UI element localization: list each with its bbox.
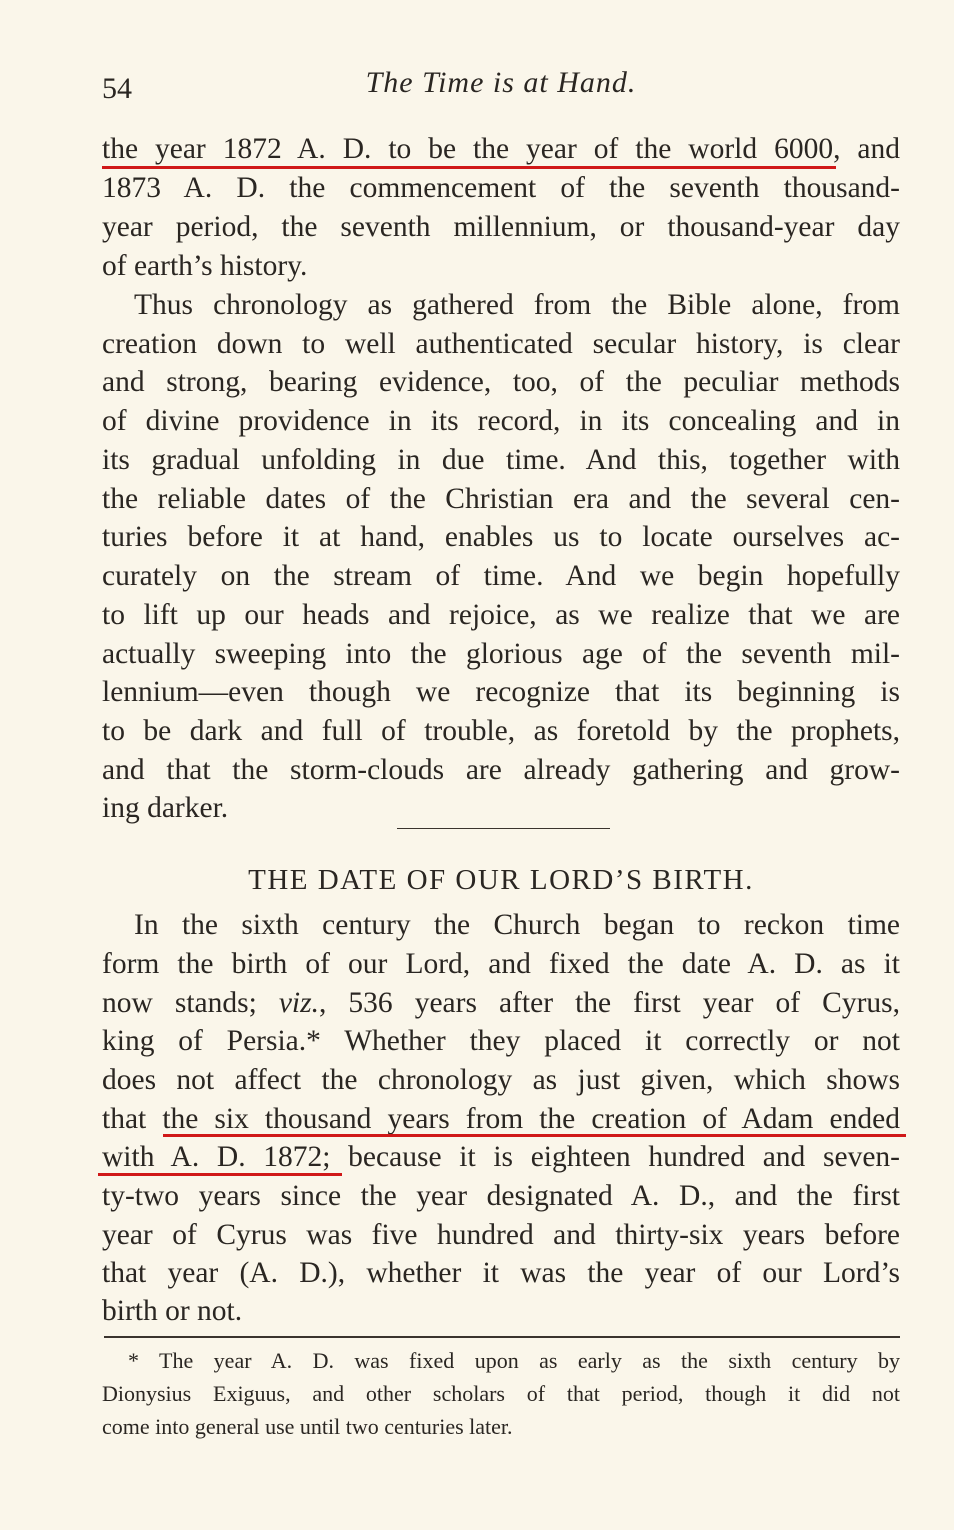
footnote-line-1: * The year A. D. was fixed upon as early as the sixth century by: [128, 1348, 900, 1373]
page-number: 54: [102, 72, 132, 105]
p3-line-5: does not affect the chronology as just given, which shows: [102, 1064, 900, 1096]
p3-line-4: king of Persia.* Whether they placed it correctly or not: [102, 1025, 900, 1057]
p2-line-3: and strong, bearing evidence, too, of the peculiar methods: [102, 366, 900, 398]
p3-line-2: form the birth of our Lord, and fixed the date A. D. as it: [102, 948, 900, 980]
p2-line-5: its gradual unfolding in due time. And this, together with: [102, 444, 900, 476]
p3-line-7-end: because it is eighteen hundred and seven-: [330, 1141, 900, 1173]
p2-line-14: ing darker.: [102, 792, 229, 824]
p3-line-6: [102, 1100, 900, 1139]
p3-line-8: ty-two years since the year designated A. D., and the first: [102, 1180, 900, 1212]
red-underline-2: [163, 1134, 906, 1137]
p3-line-9: year of Cyrus was five hundred and thirty-six years before: [102, 1219, 900, 1251]
p2-line-4: of divine providence in its record, in its concealing and in: [102, 405, 900, 437]
p2-line-2: creation down to well authenticated secular history, is clear: [102, 328, 900, 360]
p3-line-3-end: , 536 years after the first year of Cyrus,: [319, 987, 900, 1019]
p3-line-3: [102, 984, 900, 1023]
p2-line-12: to be dark and full of trouble, as foretold by the prophets,: [102, 715, 900, 747]
p3-line-6-underlined: the six thousand years from the creation of Adam ended: [162, 1103, 900, 1135]
p2-line-1: Thus chronology as gathered from the Bible alone, from: [134, 289, 900, 321]
p3-line-10: that year (A. D.), whether it was the year of our Lord’s: [102, 1257, 900, 1289]
p3-line-3-start: now stands;: [102, 987, 279, 1019]
p1-line-1: the year 1872 A. D. to be the year of the world 6000, and: [102, 133, 900, 165]
red-underline-3: [98, 1173, 342, 1176]
p3-line-7-underlined: with A. D. 1872;: [102, 1141, 331, 1173]
p2-line-7: turies before it at hand, enables us to locate ourselves ac-: [102, 521, 900, 553]
p1-line-3: year period, the seventh millennium, or thousand-year day: [102, 211, 900, 243]
section-divider: [397, 828, 610, 829]
viz-abbreviation: viz.: [278, 987, 319, 1019]
p3-line-11: birth or not.: [102, 1295, 243, 1327]
p2-line-13: and that the storm-clouds are already gathering and grow-: [102, 754, 900, 786]
p2-line-8: curately on the stream of time. And we begin hopefully: [102, 560, 900, 592]
p3-line-1: In the sixth century the Church began to reckon time: [134, 909, 900, 941]
p2-line-10: actually sweeping into the glorious age of the seventh mil-: [102, 638, 900, 670]
footnote-line-3: come into general use until two centuries later.: [102, 1414, 513, 1439]
p2-line-6: the reliable dates of the Christian era and the several cen-: [102, 483, 900, 515]
page-header: [102, 64, 900, 108]
p1-line-4: of earth’s history.: [102, 250, 308, 282]
running-title: The Time is at Hand.: [365, 66, 637, 99]
footnote-line-2: Dionysius Exiguus, and other scholars of that period, though it did not: [102, 1381, 900, 1406]
p3-line-6-start: that: [102, 1103, 163, 1135]
p2-line-11: lennium—even though we recognize that its beginning is: [102, 676, 900, 708]
p2-line-9: to lift up our heads and rejoice, as we realize that we are: [102, 599, 900, 631]
section-heading: THE DATE OF OUR LORD’S BIRTH.: [248, 864, 754, 896]
p1-line-2: 1873 A. D. the commencement of the seventh thousand-: [102, 172, 900, 204]
p3-line-7: [102, 1138, 900, 1177]
footnote-rule: [104, 1336, 900, 1338]
